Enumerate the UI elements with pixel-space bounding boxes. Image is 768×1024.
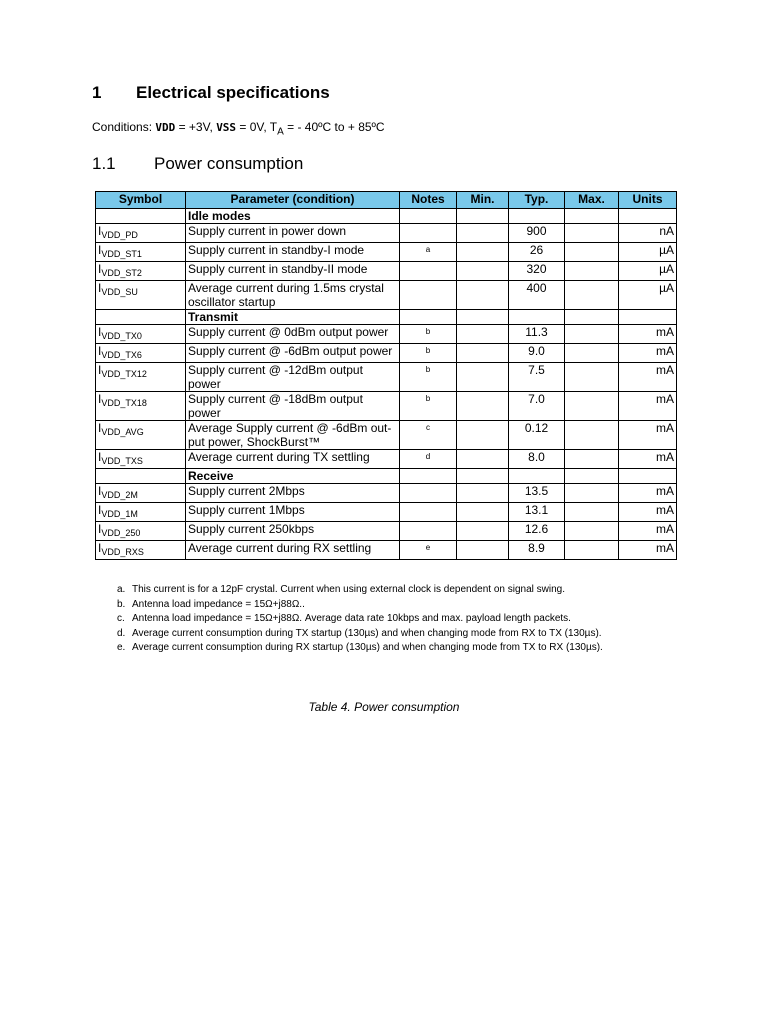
max-cell [565, 344, 619, 363]
max-cell [565, 281, 619, 310]
table-row [96, 325, 677, 344]
symbol-subscript: VDD_PD [101, 230, 138, 240]
max-cell [565, 224, 619, 243]
section-title-cell: Transmit [186, 310, 400, 325]
section-empty-cell [400, 209, 457, 224]
table-row [96, 541, 677, 560]
table-body [96, 209, 677, 560]
typ-cell: 8.9 [509, 541, 565, 560]
section-title-cell: Idle modes [186, 209, 400, 224]
section-row [96, 310, 677, 325]
notes-cell: b [400, 325, 457, 344]
notes-cell: a [400, 243, 457, 262]
current-symbol: I [98, 344, 102, 358]
symbol-subscript: VDD_ST2 [101, 268, 142, 278]
max-cell [565, 541, 619, 560]
notes-cell [400, 522, 457, 541]
section-empty-cell [457, 310, 509, 325]
current-symbol: I [98, 281, 102, 295]
min-cell [457, 541, 509, 560]
units-cell: mA [619, 325, 677, 344]
symbol-cell [96, 450, 186, 469]
section-empty-cell [509, 209, 565, 224]
header-max: Max. [565, 192, 619, 209]
units-cell: mA [619, 541, 677, 560]
table-row [96, 484, 677, 503]
min-cell [457, 325, 509, 344]
footnote-letter: d. [117, 627, 126, 639]
symbol-subscript: VDD_ST1 [101, 249, 142, 259]
max-cell [565, 522, 619, 541]
parameter-cell: Supply current in standby-I mode [186, 243, 400, 262]
footnote-text: Average current consumption during TX startup (130µs) and when changing mode from RX to TX (130µs). [132, 627, 602, 639]
section-empty-cell [619, 209, 677, 224]
table-row [96, 243, 677, 262]
min-cell [457, 522, 509, 541]
parameter-cell: Average current during 1.5ms crystal oscillator startup [186, 281, 400, 310]
table-row [96, 421, 677, 450]
min-cell [457, 392, 509, 421]
symbol-cell [96, 503, 186, 522]
units-cell: nA [619, 224, 677, 243]
min-cell [457, 421, 509, 450]
min-cell [457, 243, 509, 262]
vss-symbol: VSS [216, 121, 237, 134]
symbol-subscript: VDD_250 [101, 528, 141, 538]
notes-cell [400, 224, 457, 243]
subsection-title: Power consumption [154, 154, 304, 173]
max-cell [565, 421, 619, 450]
header-symbol: Symbol [96, 192, 186, 209]
units-cell: mA [619, 450, 677, 469]
power-consumption-table [95, 191, 677, 560]
notes-cell [400, 281, 457, 310]
symbol-subscript: VDD_2M [101, 490, 138, 500]
header-units: Units [619, 192, 677, 209]
parameter-cell: Supply current 1Mbps [186, 503, 400, 522]
units-cell: µA [619, 262, 677, 281]
parameter-cell: Supply current @ 0dBm output power [186, 325, 400, 344]
current-symbol: I [98, 541, 102, 555]
conditions-prefix: Conditions: [92, 120, 156, 134]
parameter-cell: Supply current 250kbps [186, 522, 400, 541]
current-symbol: I [98, 392, 102, 406]
footnote-item [117, 583, 637, 598]
current-symbol: I [98, 224, 102, 238]
min-cell [457, 224, 509, 243]
current-symbol: I [98, 503, 102, 517]
notes-cell [400, 503, 457, 522]
units-cell: mA [619, 344, 677, 363]
vss-value: = 0V, T [236, 120, 278, 134]
typ-cell: 12.6 [509, 522, 565, 541]
symbol-cell [96, 325, 186, 344]
section-empty-cell [619, 469, 677, 484]
footnote-text: Average current consumption during RX startup (130µs) and when changing mode from TX to RX (130µs). [132, 642, 603, 653]
header-notes: Notes [400, 192, 457, 209]
section-symbol-cell [96, 209, 186, 224]
table-row [96, 344, 677, 363]
ta-subscript: A [277, 126, 284, 138]
notes-cell [400, 484, 457, 503]
parameter-cell: Supply current 2Mbps [186, 484, 400, 503]
subsection-heading [92, 154, 303, 174]
symbol-cell [96, 281, 186, 310]
table-caption: Table 4. Power consumption [308, 700, 460, 714]
notes-cell: d [400, 450, 457, 469]
min-cell [457, 281, 509, 310]
parameter-cell: Supply current @ -6dBm output power [186, 344, 400, 363]
typ-cell: 7.5 [509, 363, 565, 392]
symbol-cell [96, 224, 186, 243]
section-empty-cell [565, 469, 619, 484]
symbol-subscript: VDD_TX0 [101, 331, 142, 341]
section-row [96, 469, 677, 484]
section-empty-cell [619, 310, 677, 325]
section-symbol-cell [96, 310, 186, 325]
symbol-cell [96, 262, 186, 281]
max-cell [565, 392, 619, 421]
parameter-cell: Average Supply current @ -6dBm out-put power, ShockBurst™ [186, 421, 400, 450]
current-symbol: I [98, 421, 102, 435]
parameter-cell: Supply current in standby-II mode [186, 262, 400, 281]
footnote-item [117, 627, 637, 642]
header-min: Min. [457, 192, 509, 209]
parameter-cell: Average current during TX settling [186, 450, 400, 469]
footnote-letter: e. [117, 642, 126, 653]
units-cell: mA [619, 522, 677, 541]
vdd-symbol: VDD [155, 121, 176, 134]
typ-cell: 13.1 [509, 503, 565, 522]
section-symbol-cell [96, 469, 186, 484]
section-empty-cell [509, 469, 565, 484]
footnote-item [117, 612, 637, 627]
section-number: 1 [92, 83, 102, 102]
footnote-text: This current is for a 12pF crystal. Current when using external clock is dependent on signal swing. [132, 584, 565, 595]
symbol-subscript: VDD_TX12 [101, 369, 147, 379]
section-title: Electrical specifications [136, 83, 330, 102]
subsection-number: 1.1 [92, 154, 116, 173]
typ-cell: 7.0 [509, 392, 565, 421]
table-row [96, 281, 677, 310]
footnotes-list [117, 583, 637, 656]
table-row [96, 262, 677, 281]
section-empty-cell [400, 469, 457, 484]
current-symbol: I [98, 325, 102, 339]
symbol-subscript: VDD_RXS [101, 547, 144, 557]
footnote-item [117, 598, 637, 613]
min-cell [457, 503, 509, 522]
typ-cell: 9.0 [509, 344, 565, 363]
table-row [96, 503, 677, 522]
footnote-text: Antenna load impedance = 15Ω+j88Ω.. [132, 598, 305, 610]
temperature-range: = - 40ºC to + 85ºC [283, 120, 385, 134]
symbol-subscript: VDD_TXS [101, 456, 143, 466]
min-cell [457, 450, 509, 469]
max-cell [565, 262, 619, 281]
units-cell: mA [619, 503, 677, 522]
parameter-cell: Supply current in power down [186, 224, 400, 243]
section-empty-cell [509, 310, 565, 325]
symbol-cell [96, 392, 186, 421]
max-cell [565, 450, 619, 469]
typ-cell: 0.12 [509, 421, 565, 450]
symbol-cell [96, 421, 186, 450]
header-parameter: Parameter (condition) [186, 192, 400, 209]
notes-cell: b [400, 392, 457, 421]
units-cell: mA [619, 363, 677, 392]
min-cell [457, 344, 509, 363]
section-empty-cell [400, 310, 457, 325]
notes-cell: b [400, 363, 457, 392]
notes-cell: b [400, 344, 457, 363]
symbol-subscript: VDD_SU [101, 287, 138, 297]
typ-cell: 26 [509, 243, 565, 262]
table-row [96, 363, 677, 392]
current-symbol: I [98, 243, 102, 257]
symbol-cell [96, 484, 186, 503]
max-cell [565, 503, 619, 522]
notes-cell: c [400, 421, 457, 450]
table-row [96, 450, 677, 469]
parameter-cell: Supply current @ -18dBm output power [186, 392, 400, 421]
footnote-letter: a. [117, 584, 126, 595]
typ-cell: 400 [509, 281, 565, 310]
min-cell [457, 262, 509, 281]
max-cell [565, 484, 619, 503]
table-row [96, 522, 677, 541]
vdd-value: = +3V, [175, 120, 217, 134]
section-empty-cell [457, 469, 509, 484]
symbol-cell [96, 541, 186, 560]
min-cell [457, 363, 509, 392]
parameter-cell: Supply current @ -12dBm output power [186, 363, 400, 392]
current-symbol: I [98, 522, 102, 536]
units-cell: mA [619, 392, 677, 421]
current-symbol: I [98, 363, 102, 377]
max-cell [565, 325, 619, 344]
symbol-cell [96, 522, 186, 541]
table-row [96, 224, 677, 243]
notes-cell [400, 262, 457, 281]
symbol-cell [96, 344, 186, 363]
min-cell [457, 484, 509, 503]
typ-cell: 900 [509, 224, 565, 243]
section-title-cell: Receive [186, 469, 400, 484]
typ-cell: 8.0 [509, 450, 565, 469]
notes-cell: e [400, 541, 457, 560]
footnote-letter: b. [117, 598, 126, 610]
max-cell [565, 363, 619, 392]
symbol-subscript: VDD_1M [101, 509, 138, 519]
symbol-cell [96, 363, 186, 392]
footnote-text: Antenna load impedance = 15Ω+j88Ω. Average data rate 10kbps and max. payload length packets. [132, 613, 571, 624]
parameter-cell: Average current during RX settling [186, 541, 400, 560]
current-symbol: I [98, 484, 102, 498]
section-row [96, 209, 677, 224]
section-empty-cell [565, 310, 619, 325]
typ-cell: 11.3 [509, 325, 565, 344]
units-cell: mA [619, 421, 677, 450]
conditions-line [92, 120, 385, 137]
max-cell [565, 243, 619, 262]
symbol-subscript: VDD_AVG [101, 427, 144, 437]
footnote-letter: c. [117, 613, 125, 624]
typ-cell: 13.5 [509, 484, 565, 503]
current-symbol: I [98, 262, 102, 276]
header-typ: Typ. [509, 192, 565, 209]
section-empty-cell [457, 209, 509, 224]
table-row [96, 392, 677, 421]
symbol-subscript: VDD_TX6 [101, 350, 142, 360]
table-header-row [96, 192, 677, 209]
typ-cell: 320 [509, 262, 565, 281]
symbol-cell [96, 243, 186, 262]
current-symbol: I [98, 450, 102, 464]
section-empty-cell [565, 209, 619, 224]
section-heading [92, 83, 330, 103]
units-cell: µA [619, 281, 677, 310]
symbol-subscript: VDD_TX18 [101, 398, 147, 408]
units-cell: mA [619, 484, 677, 503]
units-cell: µA [619, 243, 677, 262]
footnote-item [117, 641, 637, 656]
